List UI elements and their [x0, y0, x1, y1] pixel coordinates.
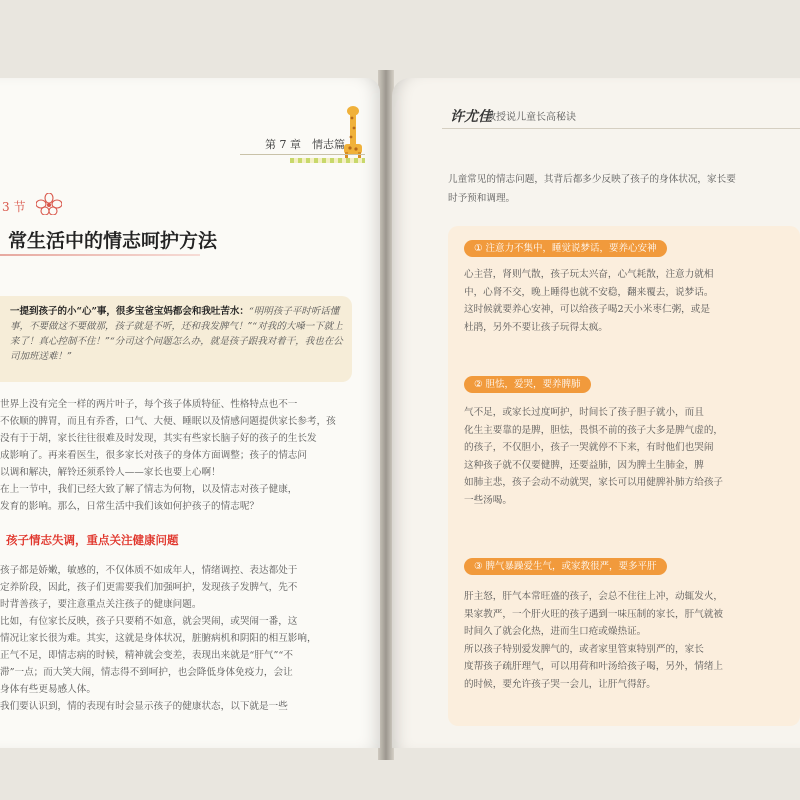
text-line: 滞”一点；而大笑大闹，情志得不到呵护，也会降低身体免疫力，会让 — [0, 667, 293, 678]
text-line: 气不足，或家长过度呵护，时间长了孩子胆子就小，而且 — [464, 407, 704, 418]
author-signature-logo: 许尤佳 — [450, 109, 492, 125]
running-head: 教授说儿童长高秘诀 — [486, 112, 576, 123]
text-line: 成影响了。再来看医生，很多家长对孩子的身体方面调整；孩子的情志问 — [0, 450, 307, 461]
text-line: 发育的影响。那么，日常生活中我们该如何护孩子的情志呢？ — [0, 501, 260, 512]
quote-rest: “明明孩子平时听话懂事，不要做这不要做那，孩子就是不听，还和我发脾气！”“对我的大嗓一下就上来了！真心控制不住！”“分司这个问题怎么办，就是孩子跟我对着干，我也在公司加班送难！” — [10, 306, 343, 362]
text-line: 一些汤喝。 — [464, 494, 512, 506]
right-page — [392, 78, 800, 748]
quote-box — [0, 296, 352, 382]
text-line: 我们要认识到，情的表现有时会显示孩子的健康状态，以下就是一些 — [0, 701, 288, 712]
text-line: 杜鹃，另外不要让孩子玩得太疯。 — [464, 321, 608, 333]
header-rule — [442, 128, 800, 129]
section-title: 常生活中的情志呵护方法 — [8, 230, 218, 252]
text-line: 如肺主悲，孩子会动不动就哭，家长可以用健脾补肺方给孩子 — [464, 477, 724, 488]
text-line: 时间久了就会化热，进而生口疮或燥热证。 — [464, 626, 647, 637]
text-line: 这时候就要养心安神，可以给孩子喝2天小米枣仁粥，或是 — [464, 304, 710, 315]
text-line: 不依顺的脾胃，而且有乔香，口气、大便、睡眠以及情感问题提供家长参考，孩 — [0, 416, 336, 427]
chapter-rule — [240, 154, 365, 155]
body-paragraph-2 — [0, 562, 352, 715]
subheading: 孩子情志失调，重点关注健康问题 — [6, 533, 179, 547]
quote-text — [10, 304, 346, 364]
title-underline — [0, 254, 200, 256]
text-line: 情况让家长很为难。其实，这就是身体状况，脏腑病机和阴阳的相互影响， — [0, 633, 317, 644]
text-line: 中，心肾不交，晚上睡得也就不安稳，翻来覆去，说梦话。 — [464, 286, 714, 298]
text-line: 的时候，要允许孩子哭一会儿，让肝气得舒。 — [464, 678, 656, 690]
flower-icon — [36, 193, 62, 215]
intro-paragraph — [448, 170, 800, 208]
text-line: 时背善孩子，要注意重点关注孩子的健康问题。 — [0, 599, 202, 610]
text-line: 儿童常见的情志问题，其背后都多少反映了孩子的身体状况，家长要 — [448, 174, 736, 185]
text-line: 在上一节中，我们已经大致了解了情志为何物，以及情志对孩子健康， — [0, 484, 298, 495]
text-line: 正气不足，即情志病的时候，精神就会变差，表现出来就是“肝气”“不 — [0, 650, 293, 661]
tip-label-2: ② 胆怯，爱哭，要养脾肺 — [464, 376, 591, 393]
quote-lead: 一提到孩子的小“心”事，很多宝爸宝妈都会和我吐苦水： — [10, 306, 249, 317]
text-line: 以调和解决，解铃还须系铃人——家长也要上心啊！ — [0, 467, 221, 478]
tip-body-3 — [464, 588, 800, 693]
tip-body-2 — [464, 404, 800, 509]
grass-decoration — [290, 158, 365, 163]
text-line: 比如，有位家长反映，孩子只要稍不如意，就会哭闹，或哭闹一番，这 — [0, 616, 298, 627]
text-line: 心主营，肾则气散，孩子玩太兴奋，心气耗散，注意力就相 — [464, 269, 714, 280]
text-line: 肝主怒，肝气本常旺盛的孩子，会总不住往上冲，动辄发火， — [464, 591, 724, 602]
tip-body-1 — [464, 266, 800, 336]
text-line: 世界上没有完全一样的两片叶子，每个孩子体质特征、性格特点也不一 — [0, 399, 298, 410]
text-line: 没有于于胡，家长往往很难及时发现，其实有些家长脑子好的孩子的生长发 — [0, 433, 317, 444]
text-line: 时予预和调理。 — [448, 193, 516, 204]
body-paragraph-1 — [0, 396, 352, 515]
text-line: 果家教严，一个肝火旺的孩子遇到一味压制的家长，肝气就被 — [464, 608, 724, 620]
text-line: 孩子都是娇嫩，敏感的，不仅体质不如成年人，情绪调控、表达都处于 — [0, 565, 298, 576]
text-line: 所以孩子特别爱发脾气的，或者家里管束特别严的，家长 — [464, 643, 704, 655]
tip-label-1: ① 注意力不集中，睡觉说梦话，要养心安神 — [464, 240, 667, 257]
text-line: 化生主要靠的是脾，胆怯，畏惧不前的孩子大多是脾气虚的， — [464, 424, 724, 436]
text-line: 定养阶段，因此，孩子们更需要我们加强呵护，发现孩子发脾气，先不 — [0, 582, 298, 593]
tips-card — [448, 226, 800, 726]
left-page — [0, 78, 380, 748]
section-number: 3 节 — [2, 200, 26, 214]
tip-label-3: ③ 脾气暴躁爱生气，或家教很严，要多平肝 — [464, 558, 667, 575]
text-line: 度帮孩子疏肝理气，可以用荷和叶汤给孩子喝，另外，情绪上 — [464, 661, 724, 672]
text-line: 身体有些更易感人体。 — [0, 684, 96, 695]
chapter-label: 第 7 章 情志篇 — [265, 138, 345, 151]
text-line: 这种孩子就不仅要健脾，还要益肺，因为脾土生肺金，脾 — [464, 459, 704, 471]
text-line: 的孩子，不仅胆小，孩子一哭就停不下来，有时他们也哭闹 — [464, 442, 714, 453]
